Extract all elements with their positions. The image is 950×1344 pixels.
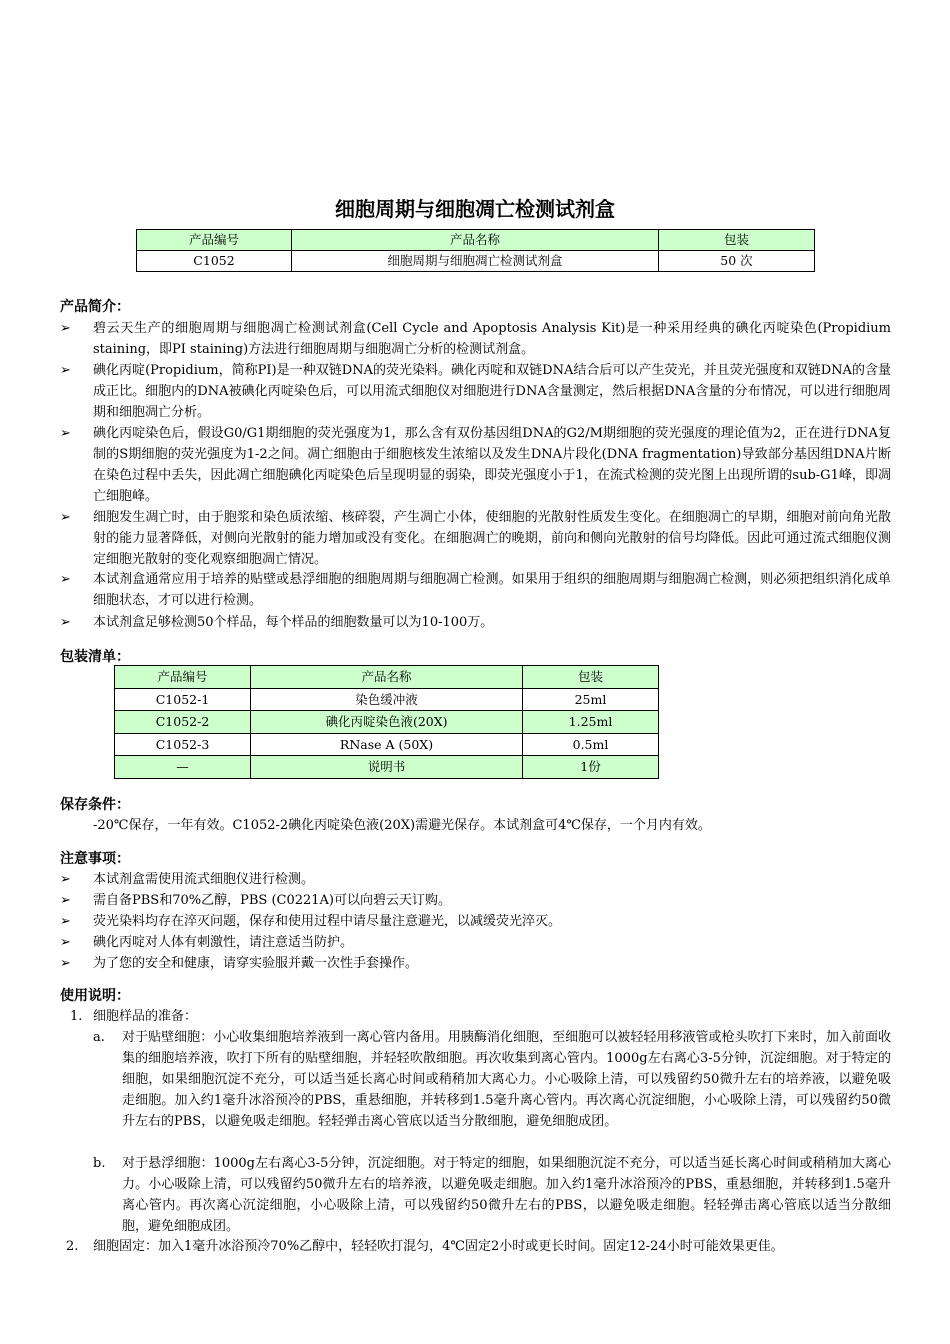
header-cell: 产品编号 <box>115 666 251 689</box>
page-title: 细胞周期与细胞凋亡检测试剂盒 <box>335 197 615 221</box>
table-cell: 1份 <box>523 756 659 779</box>
step-number: 2. <box>66 1239 79 1254</box>
header-cell: 产品名称 <box>292 230 659 251</box>
section-heading-intro: 产品简介： <box>60 299 130 315</box>
table-cell: RNase A (50X) <box>251 733 523 756</box>
bullet-icon: ➢ <box>60 935 71 950</box>
intro-item: 本试剂盒通常应用于培养的贴壁或悬浮细胞的细胞周期与细胞凋亡检测。如果用于组织的细胞周期与细胞凋亡检测，则必须把组织消化成单细胞状态，才可以进行检测。 <box>93 572 891 608</box>
substep-text: 对于贴壁细胞：小心收集细胞培养液到一离心管内备用。用胰酶消化细胞，至细胞可以被轻轻用移液管或枪头吹打下来时，加入前面收集的细胞培养液，吹打下所有的贴壁细胞，并轻轻吹散细胞。再次收集到离心管内。1000g左右离心3-5分钟，沉淀细胞。对于特定的细胞，如果细胞沉淀不充分，可以适当延长离心时间或稍稍加大离心力。小心吸除上清，可以残留约50微升左右的培养液，以避免吸走细胞。加入约1毫升冰浴预冷的PBS，重悬细胞，并转移到1.5毫升离心管内。再次离心沉淀细胞，小心吸除上清，可以残留约50微升左右的PBS，以避免吸走细胞。轻轻弹击离心管底以适当分散细胞，避免细胞成团。 <box>122 1030 891 1129</box>
intro-item: 细胞发生凋亡时，由于胞浆和染色质浓缩、核碎裂，产生凋亡小体，使细胞的光散射性质发生变化。在细胞凋亡的早期，细胞对前向角光散射的能力显著降低，对侧向光散射的能力增加或没有变化。在细胞凋亡的晚期，前向和侧向光散射的信号均降低。因此可通过流式细胞仪测定细胞光散射的变化观察细胞凋亡情况。 <box>93 510 891 567</box>
table-cell: C1052-3 <box>115 733 251 756</box>
table-row <box>115 711 659 734</box>
intro-item: 碘化丙啶染色后，假设G0/G1期细胞的荧光强度为1，那么含有双份基因组DNA的G2/M期细胞的荧光强度的理论值为2，正在进行DNA复制的S期细胞的荧光强度为1-2之间。凋亡细胞由于细胞核发生浓缩以及发生DNA片段化(DNA fragmentation)导致部分基因组DNA片断在染色过程中丢失，因此凋亡细胞碘化丙啶染色后呈现明显的弱染，即荧光强度小于1，在流式检测的荧光图上出现所谓的sub-G1峰，即凋亡细胞峰。 <box>93 426 891 504</box>
intro-item: 碘化丙啶(Propidium，简称PI)是一种双链DNA的荧光染料。碘化丙啶和双链DNA结合后可以产生荧光，并且荧光强度和双链DNA的含量成正比。细胞内的DNA被碘化丙啶染色后，可以用流式细胞仪对细胞进行DNA含量测定，然后根据DNA含量的分布情况，可以进行细胞周期和细胞凋亡分析。 <box>93 363 891 420</box>
table-row <box>115 756 659 779</box>
table-row <box>115 688 659 711</box>
table-row <box>137 251 815 272</box>
section-heading-package: 包装清单： <box>60 649 130 665</box>
table-cell: 0.5ml <box>523 733 659 756</box>
bullet-icon: ➢ <box>60 893 71 908</box>
header-cell: 包装 <box>523 666 659 689</box>
section-heading-notes: 注意事项： <box>60 851 130 867</box>
table-header-row <box>137 230 815 251</box>
bullet-icon: ➢ <box>60 956 71 971</box>
table-cell: 25ml <box>523 688 659 711</box>
intro-item: 本试剂盒足够检测50个样品，每个样品的细胞数量可以为10-100万。 <box>93 615 494 630</box>
table-cell: 1.25ml <box>523 711 659 734</box>
note-item: 碘化丙啶对人体有刺激性，请注意适当防护。 <box>93 935 354 950</box>
header-cell: 包装 <box>659 230 815 251</box>
table-header-row <box>115 666 659 689</box>
table-cell: — <box>115 756 251 779</box>
table-cell: C1052-2 <box>115 711 251 734</box>
step-title: 细胞样品的准备： <box>93 1009 198 1024</box>
table-cell: C1052 <box>137 251 292 272</box>
package-table <box>114 665 659 779</box>
bullet-icon: ➢ <box>60 914 71 929</box>
note-item: 荧光染料均存在淬灭问题，保存和使用过程中请尽量注意避光，以减缓荧光淬灭。 <box>93 914 562 929</box>
product-table <box>136 229 815 272</box>
step-number: 1. <box>70 1009 83 1024</box>
bullet-icon: ➢ <box>60 510 71 525</box>
bullet-icon: ➢ <box>60 615 71 630</box>
table-cell: 碘化丙啶染色液(20X) <box>251 711 523 734</box>
note-item: 需自备PBS和70%乙醇，PBS (C0221A)可以向碧云天订购。 <box>93 893 452 908</box>
substep-text: 对于悬浮细胞：1000g左右离心3-5分钟，沉淀细胞。对于特定的细胞，如果细胞沉淀不充分，可以适当延长离心时间或稍稍加大离心力。小心吸除上清，可以残留约50微升左右的培养液，以避免吸走细胞。加入约1毫升冰浴预冷的PBS，重悬细胞，并转移到1.5毫升离心管内。再次离心沉淀细胞，小心吸除上清，可以残留约50微升左右的PBS，以避免吸走细胞。轻轻弹击离心管底以适当分散细胞，避免细胞成团。 <box>122 1156 891 1234</box>
header-cell: 产品名称 <box>251 666 523 689</box>
substep-label: a. <box>93 1030 105 1045</box>
table-cell: 50 次 <box>659 251 815 272</box>
storage-text: -20℃保存，一年有效。C1052-2碘化丙啶染色液(20X)需避光保存。本试剂盒可4℃保存，一个月内有效。 <box>93 818 711 833</box>
table-cell: 染色缓冲液 <box>251 688 523 711</box>
bullet-icon: ➢ <box>60 426 71 441</box>
intro-item: 碧云天生产的细胞周期与细胞凋亡检测试剂盒(Cell Cycle and Apoptosis Analysis Kit)是一种采用经典的碘化丙啶染色(Propidium staining，即PI staining)方法进行细胞周期与细胞凋亡分析的检测试剂盒。 <box>93 321 891 357</box>
table-row <box>115 733 659 756</box>
table-cell: C1052-1 <box>115 688 251 711</box>
note-item: 为了您的安全和健康，请穿实验服并戴一次性手套操作。 <box>93 956 419 971</box>
bullet-icon: ➢ <box>60 872 71 887</box>
bullet-icon: ➢ <box>60 321 71 336</box>
header-cell: 产品编号 <box>137 230 292 251</box>
table-cell: 细胞周期与细胞凋亡检测试剂盒 <box>292 251 659 272</box>
table-cell: 说明书 <box>251 756 523 779</box>
substep-label: b. <box>93 1156 106 1171</box>
bullet-icon: ➢ <box>60 363 71 378</box>
step-text: 细胞固定：加入1毫升冰浴预冷70%乙醇中，轻轻吹打混匀，4℃固定2小时或更长时间。固定12-24小时可能效果更佳。 <box>93 1239 784 1254</box>
section-heading-storage: 保存条件： <box>60 797 130 813</box>
section-heading-usage: 使用说明： <box>60 988 130 1004</box>
note-item: 本试剂盒需使用流式细胞仪进行检测。 <box>93 872 315 887</box>
bullet-icon: ➢ <box>60 572 71 587</box>
